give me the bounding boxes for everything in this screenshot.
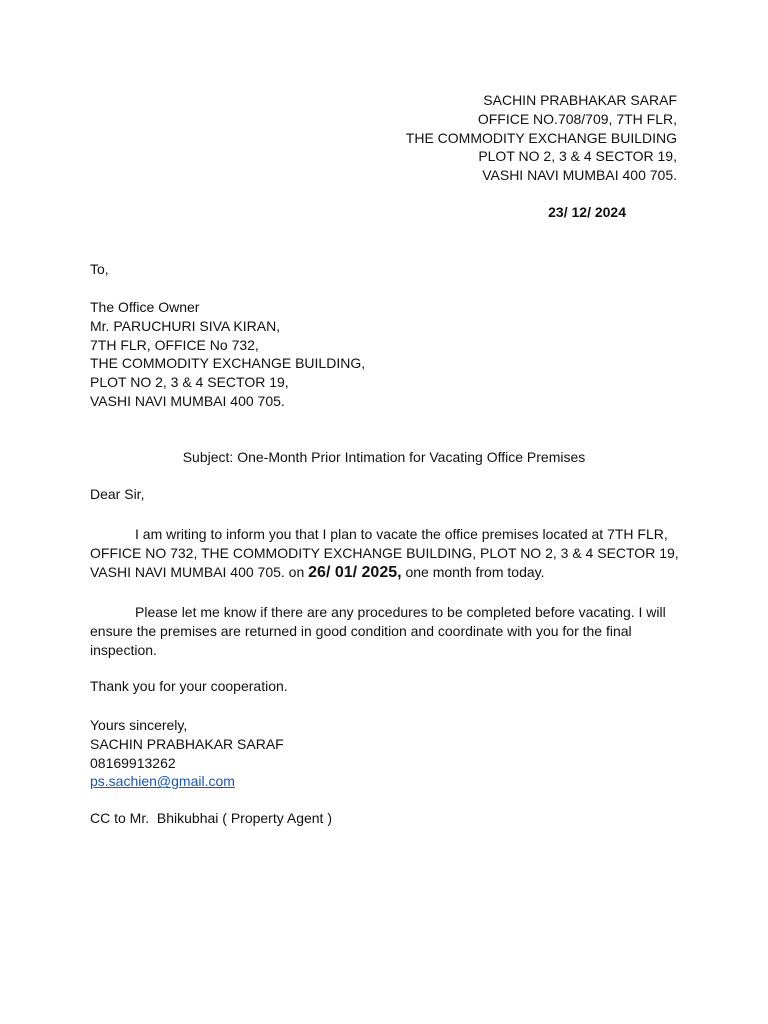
- sender-address-block: [406, 91, 677, 185]
- body-paragraph-1: [90, 525, 690, 582]
- recipient-name: Mr. PARUCHURI SIVA KIRAN,: [90, 317, 281, 334]
- sign-off: Yours sincerely,: [90, 717, 188, 733]
- letter-date: 23/ 12/ 2024: [548, 204, 626, 220]
- recipient-address-line: THE COMMODITY EXCHANGE BUILDING,: [90, 355, 366, 372]
- email-link[interactable]: ps.sachien@gmail.com: [90, 773, 235, 790]
- subject-line: Subject: One-Month Prior Intimation for Vacating Office Premises: [182, 449, 586, 465]
- thanks-line: Thank you for your cooperation.: [90, 678, 288, 694]
- paragraph-line: inspection.: [90, 641, 157, 658]
- recipient-address-line: PLOT NO 2, 3 & 4 SECTOR 19,: [90, 374, 289, 391]
- email-line: [90, 772, 284, 791]
- paragraph-line: [90, 563, 690, 583]
- vacate-date: 26/ 01/ 2025,: [308, 563, 402, 581]
- recipient-address-line: 7TH FLR, OFFICE No 732,: [90, 336, 259, 353]
- paragraph-text: VASHI NAVI MUMBAI 400 705. on: [90, 563, 309, 580]
- paragraph-line: I am writing to inform you that I plan to vacate the office premises located at 7TH FLR,: [135, 526, 668, 542]
- to-label: To,: [90, 261, 109, 277]
- paragraph-line: ensure the premises are returned in good condition and coordinate with you for the final: [90, 622, 632, 639]
- phone-number: 08169913262: [90, 754, 176, 771]
- recipient-address-line: VASHI NAVI MUMBAI 400 705.: [90, 392, 285, 409]
- paragraph-line: Please let me know if there are any procedures to be completed before vacating. I will: [135, 604, 666, 620]
- sender-address-line: VASHI NAVI MUMBAI 400 705.: [482, 167, 677, 184]
- sender-address-line: OFFICE NO.708/709, 7TH FLR,: [477, 110, 677, 127]
- sender-address-line: PLOT NO 2, 3 & 4 SECTOR 19,: [478, 148, 677, 165]
- cc-line: CC to Mr. Bhikubhai ( Property Agent ): [90, 810, 332, 826]
- closing-block: [90, 716, 284, 791]
- recipient-title: The Office Owner: [90, 299, 200, 315]
- salutation: Dear Sir,: [90, 486, 145, 502]
- signatory-name: SACHIN PRABHAKAR SARAF: [90, 735, 284, 752]
- sender-name: SACHIN PRABHAKAR SARAF: [483, 92, 677, 108]
- recipient-address-block: [90, 298, 365, 411]
- body-paragraph-2: [90, 603, 690, 659]
- sender-address-line: THE COMMODITY EXCHANGE BUILDING: [405, 129, 677, 146]
- paragraph-line: OFFICE NO 732, THE COMMODITY EXCHANGE BUILDING, PLOT NO 2, 3 & 4 SECTOR 19,: [90, 544, 679, 561]
- paragraph-text: one month from today.: [401, 563, 545, 580]
